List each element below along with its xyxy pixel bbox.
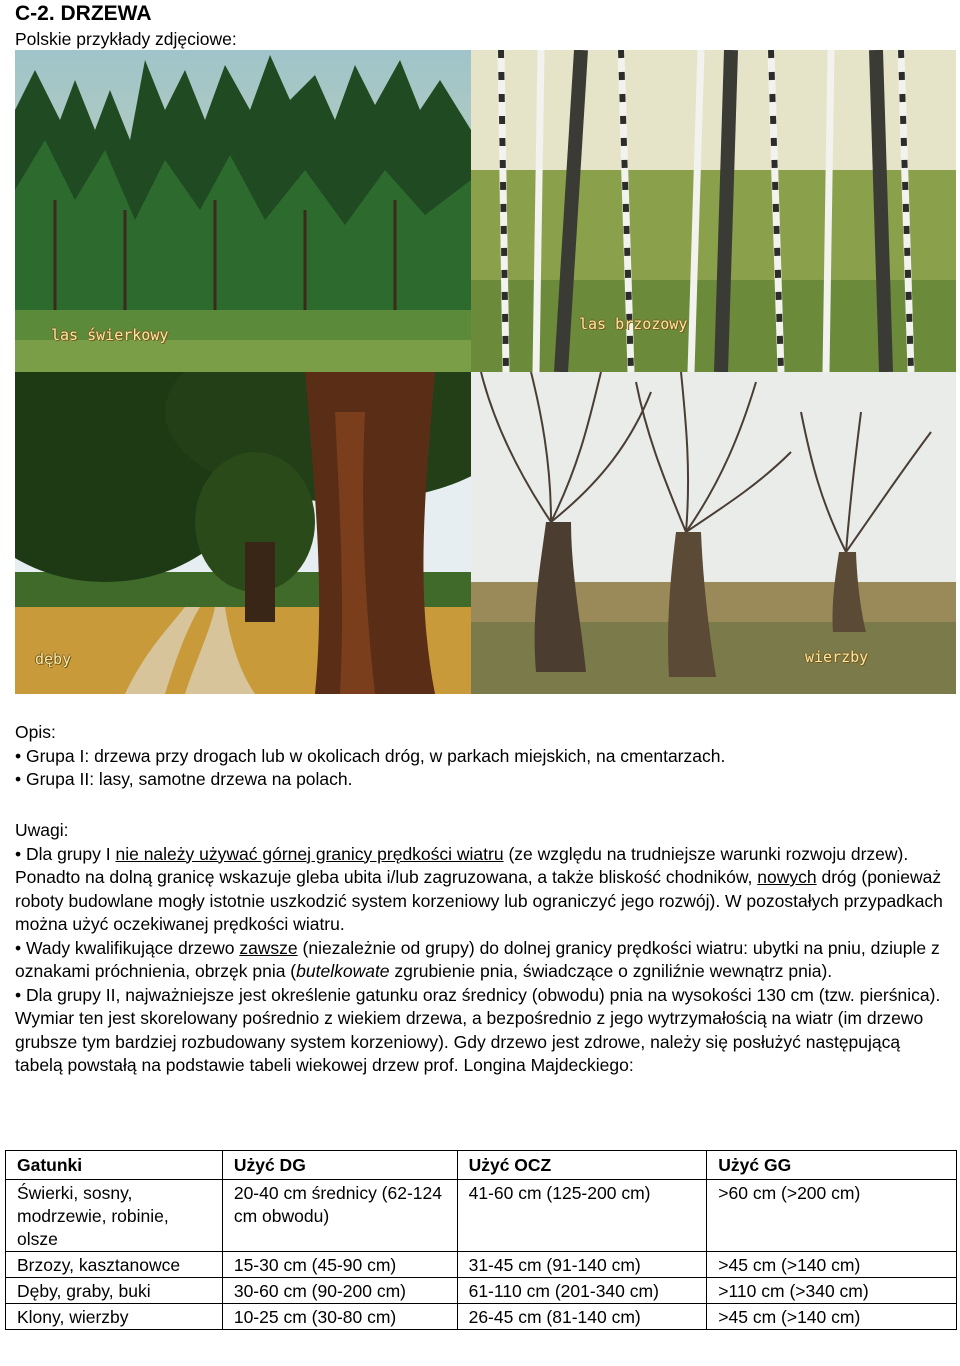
table-cell: >110 cm (>340 cm)	[707, 1278, 957, 1304]
table-header-cell: Użyć OCZ	[457, 1151, 707, 1180]
photo-oaks	[15, 372, 471, 694]
table-row	[6, 1180, 957, 1252]
uwagi-section	[15, 819, 945, 1078]
table-header-cell: Użyć GG	[707, 1151, 957, 1180]
opis-heading: Opis:	[15, 722, 56, 742]
opis-item: • Grupa II: lasy, samotne drzewa na polach.	[15, 769, 353, 789]
underlined-text: nie należy używać górnej granicy prędkości wiatru	[115, 843, 504, 864]
table-cell: >60 cm (>200 cm)	[707, 1180, 957, 1252]
table-header-row	[6, 1151, 957, 1180]
underlined-text: nowych	[757, 867, 817, 887]
opis-section	[15, 721, 945, 792]
uwagi-heading: Uwagi:	[15, 820, 69, 840]
photo-willows	[471, 372, 956, 694]
table-cell: 20-40 cm średnicy (62-124 cm obwodu)	[222, 1180, 457, 1252]
photo-label-spruce: las świerkowy	[51, 326, 169, 344]
italic-text: butelkowate	[296, 961, 390, 981]
table-cell: Dęby, graby, buki	[6, 1278, 223, 1304]
photo-birch-forest	[471, 50, 956, 372]
table-cell: 31-45 cm (91-140 cm)	[457, 1252, 707, 1278]
table-header-cell: Użyć DG	[222, 1151, 457, 1180]
table-row	[6, 1252, 957, 1278]
opis-item: • Grupa I: drzewa przy drogach lub w okolicach dróg, w parkach miejskich, na cmentarzach.	[15, 745, 726, 766]
table-cell: 30-60 cm (90-200 cm)	[222, 1278, 457, 1304]
table-cell: 10-25 cm (30-80 cm)	[222, 1304, 457, 1330]
table-cell: >45 cm (>140 cm)	[707, 1252, 957, 1278]
underlined-text: zawsze	[239, 937, 298, 958]
tree-species-table	[5, 1150, 957, 1330]
table-cell: 26-45 cm (81-140 cm)	[457, 1304, 707, 1330]
table-cell: 15-30 cm (45-90 cm)	[222, 1252, 457, 1278]
page-subtitle: Polskie przykłady zdjęciowe:	[15, 29, 237, 49]
uwagi-paragraph-1: • Dla grupy I nie należy używać górnej granicy prędkości wiatru (ze względu na trudniejsze warunki rozwoju drzew). Ponadto na dolną granicę wskazuje gleba ubita i/lub zagruzowana, a także bliskość chodników, nowych dróg (ponieważ roboty budowlane mogły istotnie uszkodzić system korzeniowy lub ograniczyć jego rozwój). W pozostałych przypadkach można użyć oczekiwanej prędkości wiatru.	[15, 843, 943, 934]
table-header-cell: Gatunki	[6, 1151, 223, 1180]
uwagi-paragraph-3: • Dla grupy II, najważniejsze jest określenie gatunku oraz średnicy (obwodu) pnia na wysokości 130 cm (tzw. pierśnica). Wymiar ten jest skorelowany pośrednio z wiekiem drzewa, a bezpośrednio z jego wytrzymałością na wiatr (im drzewo grubsze tym bardziej rozbudowany system korzeniowy). Gdy drzewo jest zdrowe, należy się posłużyć następującą tabelą powstałą na podstawie tabeli wiekowej drzew prof. Longina Majdeckiego:	[15, 984, 941, 1075]
table-cell: 61-110 cm (201-340 cm)	[457, 1278, 707, 1304]
table-row	[6, 1278, 957, 1304]
photo-collage	[15, 50, 956, 694]
photo-spruce-forest	[15, 50, 471, 372]
photo-label-birch: las brzozowy	[579, 315, 688, 333]
table-cell: Klony, wierzby	[6, 1304, 223, 1330]
table-row	[6, 1304, 957, 1330]
page-title: C-2. DRZEWA	[15, 2, 152, 25]
table-cell: Brzozy, kasztanowce	[6, 1252, 223, 1278]
table-cell: >45 cm (>140 cm)	[707, 1304, 957, 1330]
photo-label-oaks: dęby	[35, 650, 72, 668]
uwagi-paragraph-2: • Wady kwalifikujące drzewo zawsze (niezależnie od grupy) do dolnej granicy prędkości wiatru: ubytki na pniu, dziuple z oznakami próchnienia, obrzęk pnia (butelkowate zgrubienie pnia, świadczące o zgniliźnie wewnątrz pnia).	[15, 937, 940, 981]
table-cell: Świerki, sosny, modrzewie, robinie, olsze	[6, 1180, 223, 1252]
table-cell: 41-60 cm (125-200 cm)	[457, 1180, 707, 1252]
photo-label-willows: wierzby	[805, 648, 869, 666]
